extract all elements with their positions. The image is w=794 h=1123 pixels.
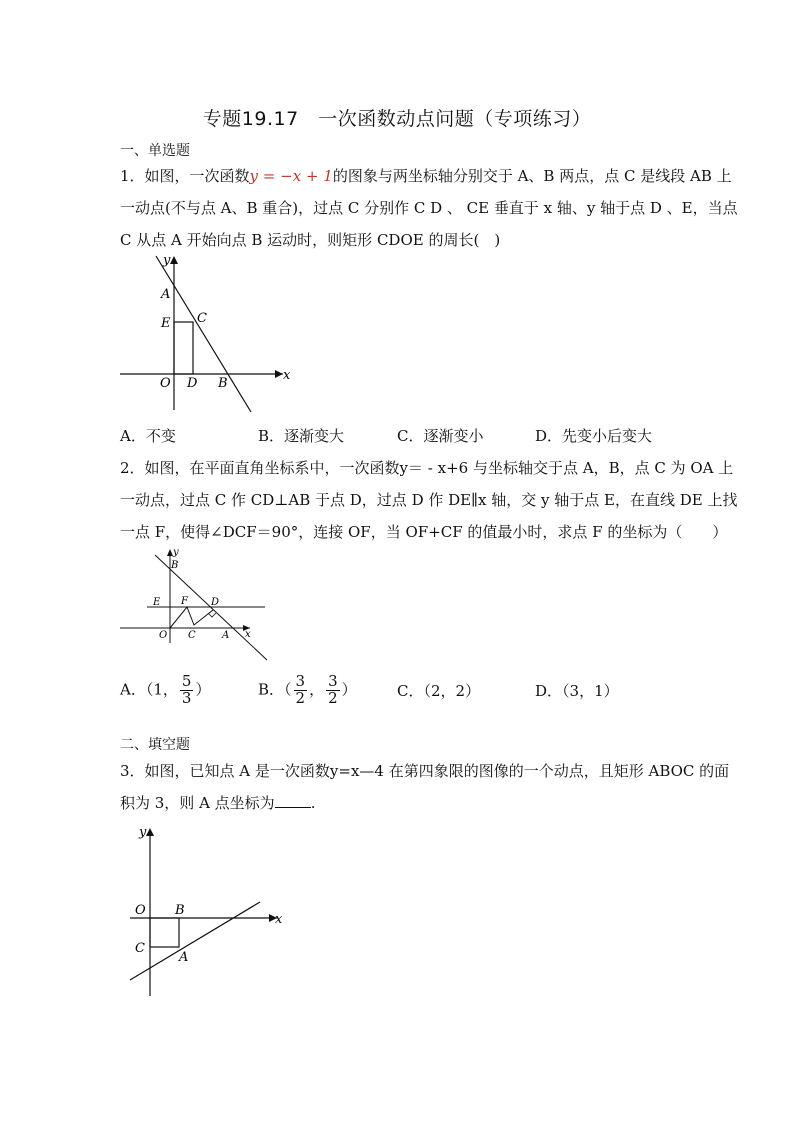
q2-option-b-denominator-2: 2 (328, 688, 338, 707)
q2-label-f: F (181, 596, 188, 607)
q1-figure (115, 250, 295, 420)
q3-label-a: A (179, 950, 189, 965)
q2-option-b-fraction-2 (326, 674, 340, 707)
q3-line2-pre: 积为 3，则 A 点坐标为 (120, 794, 275, 812)
q1-line1-pre: 1．如图，一次函数 (120, 167, 250, 185)
q1-option-d[interactable]: D．先变小后变大 (535, 427, 653, 445)
q3-line2-post: . (310, 794, 316, 812)
q2-options (120, 674, 680, 706)
q2-option-b-separator: ， (309, 680, 325, 699)
q1-option-a[interactable]: A．不变 (120, 427, 176, 445)
q1-label-c: C (197, 311, 207, 326)
q3-label-b: B (175, 903, 185, 918)
q1-option-b[interactable]: B．逐渐变大 (258, 427, 345, 445)
q3-label-o: O (135, 903, 146, 918)
q1-line2: 一动点(不与点 A、B 重合)，过点 C 分别作 C D 、 CE 垂直于 x 轴、y 轴于点 D 、E，当点 (120, 199, 738, 217)
q1-line3: C 从点 A 开始向点 B 运动时，则矩形 CDOE 的周长( ) (120, 231, 501, 249)
q1-x-arrow (275, 370, 283, 378)
q1-label-b: B (218, 376, 228, 391)
q1-options (120, 425, 680, 445)
q3-label-x: x (275, 912, 283, 927)
q2-option-c[interactable]: C．（2，2） (397, 682, 481, 700)
q2-label-c: C (188, 630, 196, 641)
q2-option-b-suffix: ） (341, 680, 357, 699)
q3-y-arrow (146, 828, 154, 836)
q3-label-c: C (135, 941, 145, 956)
q2-option-b-denominator-1: 2 (295, 688, 306, 707)
q3-figure (125, 822, 295, 1002)
q1-label-d: D (187, 376, 198, 391)
page-title: 专题19.17 一次函数动点问题（专项练习） (202, 108, 592, 130)
q2-label-e: E (153, 597, 161, 608)
q2-option-b-fraction-1 (294, 674, 308, 707)
q2-label-d: D (211, 597, 220, 608)
q3-line1: 3．如图，已知点 A 是一次函数y=x—4 在第四象限的图像的一个动点，且矩形 ABOC 的面 (120, 762, 730, 780)
q2-option-a-suffix: ） (195, 680, 211, 699)
q3-line2 (120, 792, 315, 813)
section-heading-single-choice: 一、单选题 (120, 143, 190, 159)
section-heading-fill-blank: 二、填空题 (120, 737, 190, 753)
q3-rectangle-aboc (150, 918, 179, 947)
q2-option-b-prefix: B．（ (258, 680, 292, 699)
q1-label-x: x (283, 368, 291, 383)
q2-label-y: y (173, 547, 179, 558)
q2-option-d[interactable]: D．（3，1） (535, 682, 619, 700)
q2-option-b-numerator-1: 3 (295, 672, 306, 690)
q2-label-b: B (171, 560, 179, 571)
q2-option-a-prefix: A．（1， (120, 680, 178, 699)
q1-label-y: y (163, 253, 171, 268)
q2-line1: 2．如图，在平面直角坐标系中，一次函数y＝ - x+6 与坐标轴交于点 A，B，点 C 为 OA 上 (120, 459, 734, 477)
q1-rectangle-cdoe (174, 322, 193, 374)
q2-figure (115, 545, 275, 665)
q1-y-arrow (170, 256, 178, 264)
q2-line3: 一点 F，使得∠DCF＝90°，连接 OF，当 OF+CF 的值最小时，求点 F 的坐标为（ ） (120, 523, 728, 541)
q1-label-o: O (160, 376, 171, 391)
q1-label-e: E (161, 316, 171, 331)
q1-formula: y = −x + 1 (249, 167, 333, 185)
q1-option-c[interactable]: C．逐渐变小 (397, 427, 484, 445)
q2-option-b[interactable] (258, 674, 357, 707)
q2-label-a: A (222, 630, 230, 641)
q2-option-a-numerator: 5 (181, 672, 192, 690)
q2-option-b-numerator-2: 3 (328, 672, 338, 690)
q2-option-a[interactable] (120, 674, 210, 707)
q2-label-o: O (159, 630, 168, 641)
q3-label-y: y (139, 825, 147, 840)
q2-option-a-denominator: 3 (181, 688, 192, 707)
q2-path-ofcd (170, 607, 213, 628)
q2-label-x: x (245, 629, 251, 640)
q2-line2: 一动点，过点 C 作 CD⊥AB 于点 D，过点 D 作 DE∥x 轴，交 y 轴于点 E，在直线 DE 上找 (120, 491, 738, 509)
q1-line1 (120, 165, 732, 186)
q1-line1-post: 的图象与两坐标轴分别交于 A、B 两点，点 C 是线段 AB 上 (332, 167, 732, 185)
q3-answer-blank[interactable] (275, 793, 311, 808)
q2-option-a-fraction (180, 674, 194, 707)
q1-label-a: A (161, 287, 171, 302)
